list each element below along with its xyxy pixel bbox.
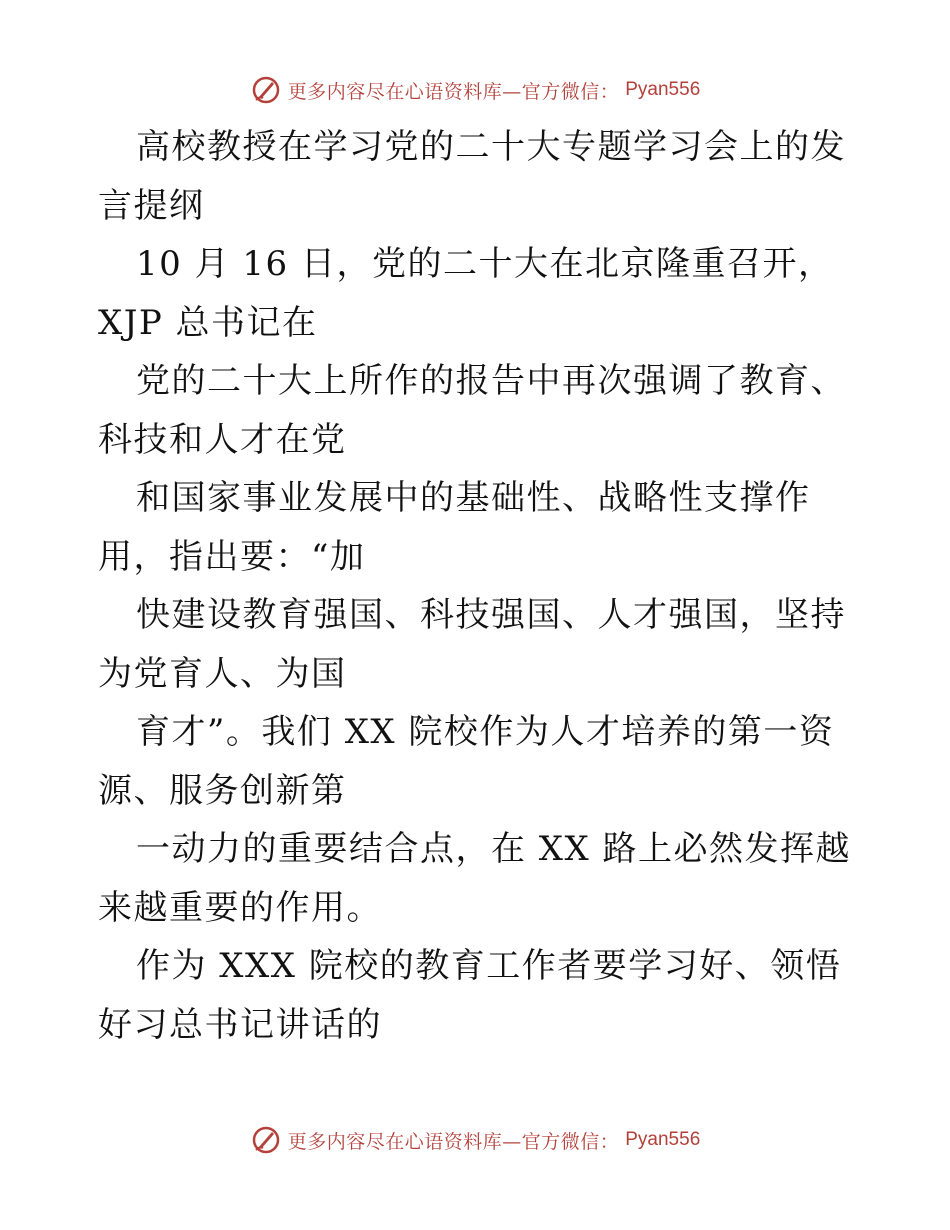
paragraph: 快建设教育强国、科技强国、人才强国，坚持为党育人、为国 — [98, 595, 846, 694]
paragraph: 作为 XXX 院校的教育工作者要学习好、领悟好习总书记讲话的 — [98, 946, 842, 1045]
paragraph: 党的二十大上所作的报告中再次强调了教育、科技和人才在党 — [98, 361, 846, 460]
watermark-text: 更多内容尽在心语资料库—官方微信： — [287, 1130, 620, 1153]
watermark-wechat-id: Pyan556 — [625, 1129, 701, 1150]
quill-seal-icon — [250, 1124, 282, 1156]
watermark-wechat-id: Pyan556 — [625, 79, 701, 100]
document-title: 高校教授在学习党的二十大专题学习会上的发言提纲 — [98, 127, 846, 226]
footer-watermark — [0, 1120, 950, 1160]
paragraph: 和国家事业发展中的基础性、战略性支撑作用，指出要：“加 — [98, 478, 811, 577]
paragraph: 育才”。我们 XX 院校作为人才培养的第一资源、服务创新第 — [98, 712, 835, 811]
document-body — [98, 118, 858, 1054]
quill-seal-icon — [250, 74, 282, 106]
paragraph: 10 月 16 日，党的二十大在北京隆重召开，XJP 总书记在 — [98, 244, 834, 343]
header-watermark — [0, 70, 950, 110]
watermark-text: 更多内容尽在心语资料库—官方微信： — [287, 80, 620, 103]
paragraph: 一动力的重要结合点，在 XX 路上必然发挥越来越重要的作用。 — [98, 829, 852, 928]
